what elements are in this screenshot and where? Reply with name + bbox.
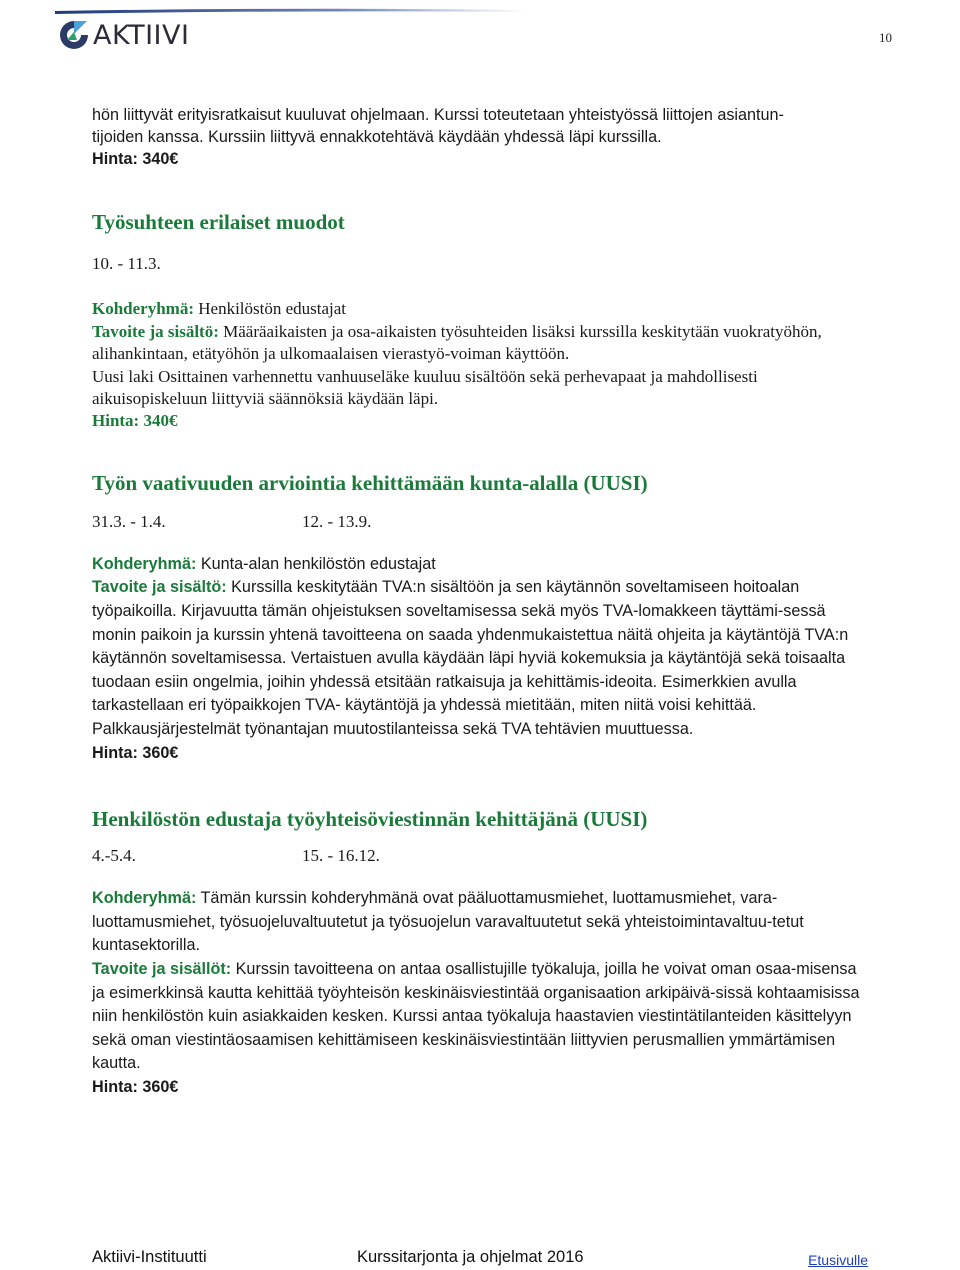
section2-title: Työn vaativuuden arviointia kehittämään kunta-alalla (UUSI) bbox=[92, 470, 648, 495]
section3-goal-label: Tavoite ja sisällöt: bbox=[92, 959, 232, 978]
section2-target bbox=[92, 553, 872, 577]
section3-goal bbox=[92, 958, 872, 1076]
intro-line-2: tijoiden kanssa. Kurssiin liittyvä ennakkotehtävä käydään yhdessä läpi kurssilla. bbox=[92, 128, 662, 146]
intro-line-1: hön liittyvät erityisratkaisut kuuluvat ohjelmaan. Kurssi toteutetaan yhteistyössä liittojen asiantun- bbox=[92, 106, 784, 124]
page-number: 10 bbox=[879, 30, 892, 45]
intro-price: Hinta: 340€ bbox=[92, 150, 179, 168]
footer-organization: Aktiivi-Instituutti bbox=[92, 1248, 207, 1266]
logo-text: AKTIIVI bbox=[93, 19, 190, 51]
aktiivi-logo bbox=[57, 18, 189, 52]
section3-price: Hinta: 360€ bbox=[92, 1077, 179, 1096]
section1-price: Hinta: 340€ bbox=[92, 411, 178, 431]
page-footer bbox=[92, 1246, 872, 1270]
logo-mark-icon bbox=[57, 18, 91, 52]
section2-goal bbox=[92, 576, 872, 718]
section1-goal-text: Määräaikaisten ja osa-aikaisten työsuhteiden lisäksi kurssilla keskitytään vuokratyöhön, alihankintaan, etätyöhön ja ulkomaalaisen vierastyö-voiman käyttöön. bbox=[92, 321, 822, 364]
header-swoosh bbox=[55, 8, 525, 14]
section2-goal-text: Kurssilla keskitytään TVA:n sisältöön ja sen käytännön soveltamiseen hoitoalan työpaikoilla. Kirjavuutta tämän ohjeistuksen soveltamisessa sekä myös TVA-lomakkeen täyttämi-sessä monin paikoin ja kurssin yhtenä tavoitteena on saada yhdenmukaistettua näitä ohjeita ja käytäntöjä TVA:n käytännön soveltamisessa. Vertaistuen avulla käydään läpi hyviä kokemuksia ja käytäntöjä sekä toisaalta tuodaan esiin ongelmia, joihin yhdessä etsitään ratkaisuja ja kehittämis-ideoita. Esimerkkien avulla tarkastellaan eri työpaikkojen TVA- käytäntöjä ja yhdessä mietitään, miten niitä voisi kehittää. bbox=[92, 578, 849, 715]
section1-dates: 10. - 11.3. bbox=[92, 254, 161, 273]
section1-title: Työsuhteen erilaiset muodot bbox=[92, 210, 345, 234]
section2-dates bbox=[92, 512, 872, 532]
section3-target-label: Kohderyhmä: bbox=[92, 889, 197, 908]
section3-dates bbox=[92, 846, 872, 866]
section3-goal-text: Kurssin tavoitteena on antaa osallistujille työkaluja, joilla he voivat oman osaa-misensa ja esimerkkinsä kautta kehittää työyhteisön keskinäisviestintää organisaation arkipäivä-sissä kohtaamisissa niin henkilöstön kuin asiakkaiden kesken. Kurssi antaa työkaluja haastavien viestintätilanteiden käsittelyyn sekä oman viestintäosaamisen kehittämiseen keskinäisviestintään liittyvien perusmallien ymmärtämisen kautta. bbox=[92, 959, 860, 1073]
section3-target bbox=[92, 887, 872, 958]
section2-price: Hinta: 360€ bbox=[92, 743, 179, 762]
section2-target-text: Kunta-alan henkilöstön edustajat bbox=[196, 554, 436, 573]
footer-document-title: Kurssitarjonta ja ohjelmat 2016 bbox=[357, 1248, 584, 1266]
main-content bbox=[92, 104, 872, 1100]
section1-target-text: Henkilöstön edustajat bbox=[194, 299, 347, 319]
section3-title: Henkilöstön edustaja työyhteisöviestinnän kehittäjänä (UUSI) bbox=[92, 807, 648, 832]
section1-goal-label: Tavoite ja sisältö: bbox=[92, 321, 219, 341]
section1-goal bbox=[92, 321, 872, 366]
section2-extra: Palkkausjärjestelmät työnantajan muutostilanteissa sekä TVA tehtävien muuttuessa. bbox=[92, 720, 694, 738]
section2-date-1: 31.3. - 1.4. bbox=[92, 511, 166, 531]
home-link[interactable]: Etusivulle bbox=[808, 1252, 868, 1268]
section2-target-label: Kohderyhmä: bbox=[92, 554, 197, 573]
section1-target-label: Kohderyhmä: bbox=[92, 299, 194, 319]
section3-date-2: 15. - 16.12. bbox=[302, 846, 380, 866]
section1-target bbox=[92, 298, 872, 320]
section1-extra: Uusi laki Osittainen varhennettu vanhuuseläke kuuluu sisältöön sekä perhevapaat ja mahdollisesti aikuisopiskeluun liittyviä säännöksiä käydään läpi. bbox=[92, 366, 758, 409]
section3-target-text: Tämän kurssin kohderyhmänä ovat pääluottamusmiehet, luottamusmiehet, vara-luottamusmiehet, työsuojeluvaltuutetut ja työsuojelun varavaltuutetut sekä yhteistoimintavaltuu-tetut kuntasektorilla. bbox=[92, 889, 804, 955]
section3-date-1: 4.-5.4. bbox=[92, 846, 136, 866]
section2-goal-label: Tavoite ja sisältö: bbox=[92, 578, 227, 597]
section2-date-2: 12. - 13.9. bbox=[302, 511, 372, 531]
page-header bbox=[0, 0, 960, 80]
